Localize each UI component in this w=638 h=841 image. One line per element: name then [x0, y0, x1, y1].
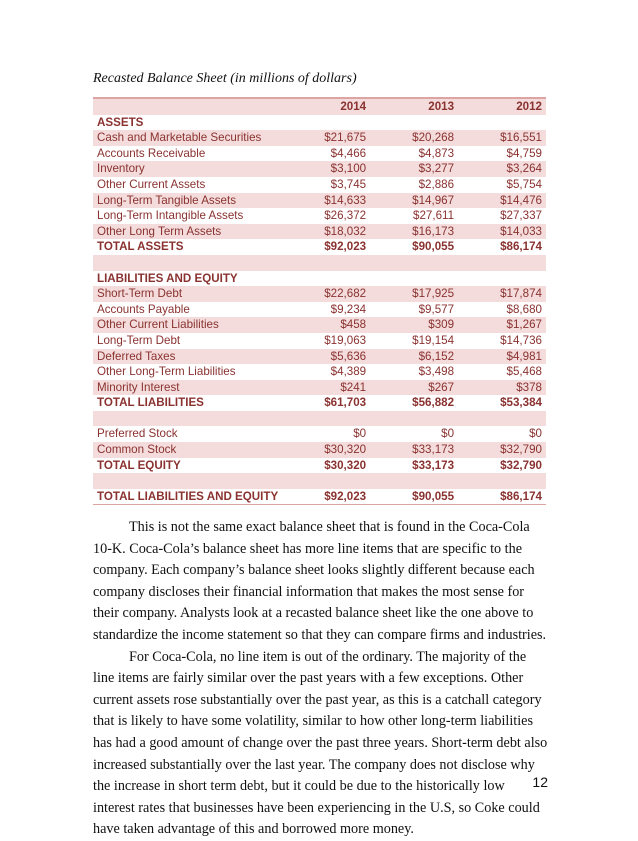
table-row: [93, 364, 546, 380]
row-value: $18,032: [324, 224, 367, 238]
row-value: $0: [441, 427, 455, 441]
table-header-row: [93, 98, 546, 115]
table-row: [93, 239, 546, 255]
row-label: [93, 411, 282, 427]
row-value: $92,023: [324, 240, 367, 254]
row-value: $86,174: [500, 240, 542, 254]
row-value: $14,633: [324, 193, 367, 207]
row-value: [282, 115, 370, 131]
row-label: ASSETS: [97, 115, 144, 129]
row-value: $27,611: [413, 209, 455, 223]
row-value: [282, 473, 370, 489]
row-value: $32,790: [500, 443, 542, 457]
row-value: $5,636: [330, 349, 367, 363]
row-value: $16,173: [412, 224, 455, 238]
table-row: [93, 146, 546, 162]
table-row: [93, 271, 546, 287]
row-value: $3,277: [418, 162, 455, 176]
row-label: Minority Interest: [97, 380, 180, 394]
row-value: [458, 271, 546, 287]
row-label: [93, 473, 282, 489]
row-value: $90,055: [412, 489, 455, 503]
row-value: [282, 411, 370, 427]
row-value: $53,384: [500, 396, 542, 410]
row-value: $241: [340, 380, 367, 394]
table-row: [93, 489, 546, 505]
table-row: [93, 255, 546, 271]
row-value: $5,468: [506, 365, 542, 379]
table-row: [93, 333, 546, 349]
row-label: Long-Term Debt: [97, 333, 181, 347]
row-label: Accounts Payable: [97, 302, 190, 316]
table-row: [93, 177, 546, 193]
row-value: $4,466: [330, 146, 367, 160]
table-row: [93, 286, 546, 302]
row-value: $5,754: [506, 177, 542, 191]
table-row: [93, 208, 546, 224]
row-label: [93, 255, 282, 271]
row-value: $9,577: [418, 302, 455, 316]
table-row: [93, 395, 546, 411]
row-value: $86,174: [500, 489, 542, 503]
row-label: Other Current Assets: [97, 177, 206, 191]
row-value: $61,703: [324, 396, 367, 410]
row-value: $3,498: [418, 365, 455, 379]
row-value: $3,745: [330, 177, 367, 191]
row-value: $30,320: [324, 458, 367, 472]
table-row: [93, 317, 546, 333]
row-value: $3,264: [506, 162, 542, 176]
row-label: Inventory: [97, 162, 145, 176]
row-value: $26,372: [324, 209, 367, 223]
header-label: [93, 98, 282, 115]
row-value: $33,173: [412, 458, 455, 472]
row-value: [458, 411, 546, 427]
row-value: $16,551: [500, 131, 542, 145]
row-label: Long-Term Tangible Assets: [97, 193, 236, 207]
row-value: $6,152: [418, 349, 455, 363]
page-number: 12: [532, 774, 548, 790]
row-value: $27,337: [500, 209, 542, 223]
row-label: Long-Term Intangible Assets: [97, 209, 244, 223]
row-value: $14,033: [500, 224, 542, 238]
row-value: $0: [353, 427, 367, 441]
row-value: $19,063: [324, 333, 367, 347]
table-row: [93, 380, 546, 396]
table-row: [93, 458, 546, 474]
row-value: $56,882: [412, 396, 455, 410]
row-label: Accounts Receivable: [97, 146, 206, 160]
row-value: [370, 115, 458, 131]
table-row: [93, 426, 546, 442]
year-header: 2013: [428, 100, 455, 113]
paragraph: For Coca-Cola, no line item is out of the ordinary. The majority of the line items are fairly similar over the past years with a few exceptions. Other current assets rose substantially over the past year, as this is a catchall category that is likely to have some volatility, similar to how other long-term liabilities has had a good amount of change over the past three years. Short-term debt also increased substantially over the last year. The company does not disclose why the increase in short term debt, but it could be due to the historically low interest rates that businesses have been experiencing in the U.S, so Coke could have taken advantage of this and borrowed more money.: [93, 648, 548, 838]
row-value: $0: [529, 427, 542, 441]
row-label: Short-Term Debt: [97, 287, 183, 301]
year-header: 2012: [516, 100, 542, 113]
row-value: $22,682: [324, 287, 367, 301]
row-value: $14,736: [500, 333, 542, 347]
row-value: [370, 271, 458, 287]
row-value: $2,886: [418, 177, 455, 191]
row-value: [458, 473, 546, 489]
row-value: $17,925: [412, 287, 455, 301]
balance-sheet-table: [93, 97, 546, 505]
row-label: Other Long-Term Liabilities: [97, 365, 236, 379]
table-row: [93, 349, 546, 365]
row-value: $4,981: [506, 349, 542, 363]
row-label: LIABILITIES AND EQUITY: [97, 271, 238, 285]
table-caption: Recasted Balance Sheet (in millions of dollars): [93, 71, 357, 86]
row-value: [370, 411, 458, 427]
row-value: $21,675: [324, 131, 367, 145]
row-value: [370, 473, 458, 489]
row-value: $17,874: [500, 287, 542, 301]
table-row: [93, 115, 546, 131]
row-value: $267: [428, 380, 455, 394]
row-value: $32,790: [500, 458, 542, 472]
row-label: Other Long Term Assets: [97, 224, 222, 238]
row-value: $3,100: [330, 162, 367, 176]
row-label: Preferred Stock: [97, 427, 178, 441]
row-value: [370, 255, 458, 271]
row-value: $9,234: [330, 302, 367, 316]
paragraph: This is not the same exact balance sheet that is found in the Coca-Cola 10-K. Coca-Cola’s balance sheet has more line items that are specific to the company. Each company’s balance sheet looks slightly different because each company discloses their financial information that makes the most sense for their company. Analysts look at a recasted balance sheet like the one above to standardize the income statement so that they can compare firms and industries.: [93, 519, 547, 643]
row-value: $14,476: [500, 193, 542, 207]
table-row: [93, 442, 546, 458]
row-value: $4,389: [330, 365, 367, 379]
year-header: 2014: [340, 100, 367, 113]
row-label: Deferred Taxes: [97, 349, 176, 363]
row-value: $378: [516, 380, 542, 394]
row-label: TOTAL LIABILITIES AND EQUITY: [97, 489, 279, 503]
row-value: $14,967: [412, 193, 455, 207]
row-label: Other Current Liabilities: [97, 318, 219, 332]
row-value: $33,173: [412, 443, 455, 457]
row-label: TOTAL ASSETS: [97, 240, 184, 254]
table-row: [93, 130, 546, 146]
body-text: [93, 517, 548, 841]
table-row: [93, 411, 546, 427]
row-value: [282, 255, 370, 271]
row-value: $30,320: [324, 443, 367, 457]
row-label: Cash and Marketable Securities: [97, 131, 262, 145]
table-row: [93, 473, 546, 489]
table-row: [93, 224, 546, 240]
row-value: [282, 271, 370, 287]
row-label: TOTAL EQUITY: [97, 458, 181, 472]
row-value: $4,759: [506, 146, 542, 160]
table-row: [93, 302, 546, 318]
row-value: $309: [428, 318, 455, 332]
row-value: $8,680: [506, 302, 542, 316]
row-value: $1,267: [506, 318, 542, 332]
table-row: [93, 193, 546, 209]
row-label: Common Stock: [97, 443, 177, 457]
row-label: TOTAL LIABILITIES: [97, 396, 204, 410]
row-value: [458, 115, 546, 131]
row-value: $19,154: [412, 333, 455, 347]
row-value: $4,873: [418, 146, 455, 160]
row-value: $90,055: [412, 240, 455, 254]
row-value: [458, 255, 546, 271]
table-row: [93, 161, 546, 177]
row-value: $458: [340, 318, 367, 332]
row-value: $20,268: [412, 131, 455, 145]
row-value: $92,023: [324, 489, 367, 503]
